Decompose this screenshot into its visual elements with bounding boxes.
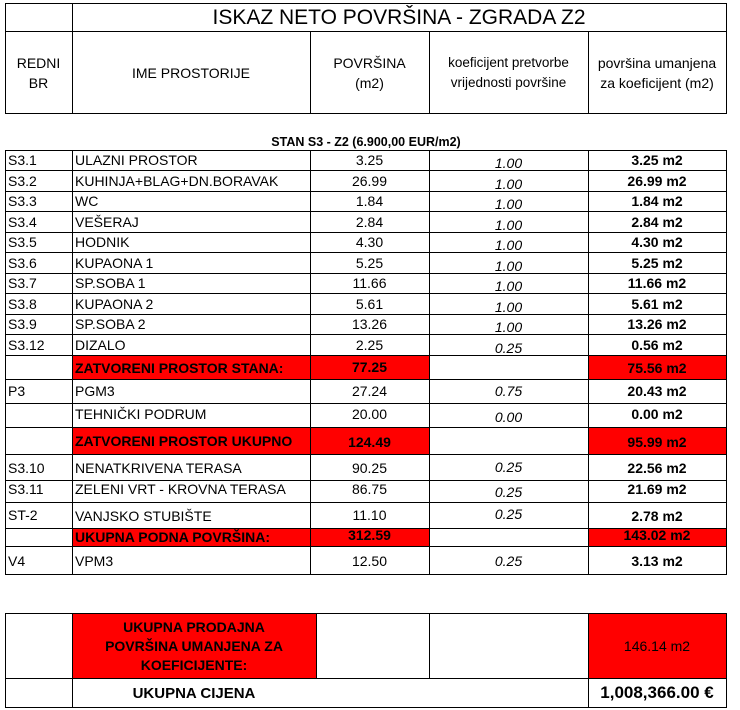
row-coef: 0.25 [494,506,523,522]
row-name: SP.SOBA 2 [75,316,146,332]
row-name: ZELENI VRT - KROVNA TERASA [75,481,286,497]
subtotal-area: 312.59 [348,527,391,543]
subtotal-label: ZATVORENI PROSTOR STANA: [75,360,284,376]
row-reduced: 21.69 m2 [627,481,687,497]
row-br: S3.6 [8,254,37,271]
subtotal-label: ZATVORENI PROSTOR UKUPNO [75,432,293,449]
total-sale-label-line1: UKUPNA PRODAJNA [123,618,265,635]
row-br: S3.5 [8,234,37,250]
header-povrsina-umanjena [588,52,726,94]
row-coef: 0.25 [494,459,523,475]
row-coef: 0.25 [494,553,523,569]
row-area: 4.30 [355,234,384,250]
row-name: WC [75,193,99,209]
row-coef: 1.00 [494,196,523,212]
row-reduced: 26.99 m2 [627,172,687,189]
row-name: HODNIK [75,234,130,250]
row-coef: 1.00 [494,319,523,335]
row-area: 20.00 [351,406,388,422]
row-reduced: 2.78 m2 [631,508,683,524]
header-koeficijent [429,52,588,94]
row-area: 5.25 [355,254,384,271]
row-coef: 1.00 [494,298,523,315]
row-br: V4 [8,553,26,569]
total-price-label: UKUPNA CIJENA [132,684,256,702]
row-br: S3.8 [8,295,37,312]
header-redni-br-line2: BR [28,75,49,91]
row-name: SP.SOBA 1 [75,275,146,291]
row-name: TEHNIČKI PODRUM [75,406,207,422]
row-br: S3.11 [8,481,44,497]
subtotal-reduced: 143.02 m2 [623,527,691,543]
row-coef: 1.00 [494,278,523,294]
row-name: VPM3 [75,553,114,569]
row-reduced: 22.56 m2 [627,460,687,476]
row-area: 27.24 [351,383,388,399]
row-area: 86.75 [351,481,388,497]
row-br: S3.1 [8,152,37,168]
subtotal-label: UKUPNA PODNA POVRŠINA: [75,529,270,545]
row-coef: 0.00 [494,409,523,425]
row-area: 26.99 [351,172,388,189]
header-povrsina-line2: (m2) [355,75,384,91]
header-povrsina-umanjena-line2: za koeficijent (m2) [600,75,714,91]
row-name: KUPAONA 2 [75,295,154,312]
row-br: S3.3 [8,193,37,209]
row-area: 3.25 [355,152,384,168]
row-reduced: 0.00 m2 [631,406,683,422]
row-reduced: 2.84 m2 [631,213,683,230]
subtotal-area: 77.25 [351,359,388,375]
row-reduced: 1.84 m2 [631,193,683,209]
row-reduced: 5.61 m2 [631,295,683,312]
header-koeficijent-line2: vrijednosti površine [450,75,567,90]
row-coef: 1.00 [494,216,523,233]
row-coef: 0.25 [494,339,523,356]
row-area: 13.26 [351,316,388,332]
row-area: 2.25 [355,336,384,353]
row-br: S3.9 [8,316,37,332]
row-area: 1.84 [355,193,384,209]
row-name: KUPAONA 1 [75,254,154,271]
row-br: S3.10 [8,460,45,476]
row-area: 5.61 [355,295,384,312]
row-area: 11.10 [352,507,387,523]
row-name: NENATKRIVENA TERASA [75,460,242,476]
total-sale-label-line3: KOEFICIJENTE: [140,656,248,673]
row-coef: 0.25 [494,484,523,500]
header-koeficijent-line1: koeficijent pretvorbe [448,55,569,70]
total-sale-reduced: 146.14 m2 [623,638,691,654]
row-reduced: 3.13 m2 [631,553,683,569]
row-name: ULAZNI PROSTOR [75,152,198,168]
section-title: STAN S3 - Z2 (6.900,00 EUR/m2) [271,134,461,149]
subtotal-reduced: 95.99 m2 [627,433,687,450]
row-br: P3 [8,383,26,399]
row-coef: 1.00 [494,237,523,253]
header-povrsina-line1: POVRŠINA [333,55,406,71]
subtotal-area: 124.49 [348,433,391,450]
row-name: DIZALO [75,336,126,353]
header-povrsina-umanjena-line1: površina umanjena [597,55,717,71]
row-name: KUHINJA+BLAG+DN.BORAVAK [75,172,279,189]
total-sale-label [72,614,316,678]
page-title: ISKAZ NETO POVRŠINA - ZGRADA Z2 [212,5,586,29]
row-coef: 0.75 [494,383,523,399]
row-br [8,403,70,425]
row-br: ST-2 [8,507,38,523]
row-reduced: 11.66 m2 [627,275,687,291]
row-area: 12.50 [351,553,388,569]
row-coef: 1.00 [494,175,523,192]
row-br: S3.12 [8,336,45,353]
row-br: S3.4 [8,213,37,230]
row-reduced: 4.30 m2 [631,234,683,250]
row-reduced: 3.25 m2 [631,152,683,168]
header-ime-prostorije: IME PROSTORIJE [132,65,250,81]
row-coef: 1.00 [494,257,523,274]
row-br: S3.7 [8,275,37,291]
subtotal-reduced: 75.56 m2 [627,360,687,376]
row-reduced: 20.43 m2 [627,383,687,399]
total-price-value: 1,008,366.00 € [600,683,714,702]
row-reduced: 13.26 m2 [627,316,687,332]
total-sale-label-line2: POVRŠINA UMANJENA ZA [105,637,283,654]
row-area: 11.66 [352,275,387,291]
row-br: S3.2 [8,172,37,189]
row-reduced: 0.56 m2 [631,336,683,353]
header-povrsina [310,52,429,94]
row-name: VANJSKO STUBIŠTE [75,508,212,524]
row-area: 90.25 [351,460,388,476]
row-name: PGM3 [75,383,115,399]
row-coef: 1.00 [494,155,523,171]
row-area: 2.84 [355,213,384,230]
header-redni-br-line1: REDNI [16,55,61,71]
row-reduced: 5.25 m2 [631,254,683,271]
row-name: VEŠERAJ [75,213,139,230]
header-redni-br [5,52,72,94]
